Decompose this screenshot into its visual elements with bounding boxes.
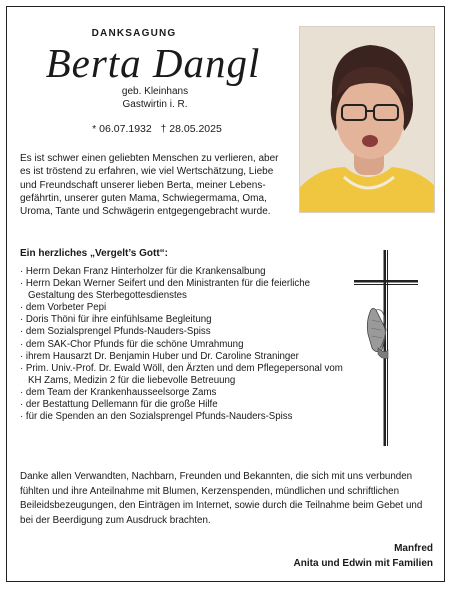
- thanks-item: · Herrn Dekan Franz Hinterholzer für die Krankensalbung: [20, 266, 266, 277]
- thanks-item: · dem Team der Krankenhausseelsorge Zams: [20, 386, 217, 398]
- signature-manfred: Manfred: [394, 543, 433, 554]
- thanks-heading: Ein herzliches „Vergelt’s Gott“:: [20, 248, 168, 259]
- thanks-item: · dem Sozialsprengel Pfunds-Nauders-Spiss: [20, 326, 211, 338]
- occupation: Gastwirtin i. R.: [122, 99, 188, 110]
- thanks-item: · für die Spenden an den Sozialsprengel Pfunds-Nauders-Spiss: [20, 411, 293, 423]
- intro-line: und Freundschaft unserer lieben Berta, meiner Lebens-: [20, 179, 266, 191]
- thanks-item: · Herrn Dekan Werner Seifert und den Ministranten für die feierliche Gestaltung des Sterbegottesdienstes: [20, 278, 311, 302]
- closing-paragraph: [20, 470, 436, 528]
- intro-line: gefährtin, unserer guten Mama, Schwiegermama, Oma,: [20, 192, 267, 204]
- birth-date: * 06.07.1932: [92, 123, 152, 135]
- thanks-item: · der Bestattung Dellemann für die große Hilfe: [20, 399, 218, 411]
- thanks-item: · Doris Thöni für ihre einfühlsame Begleitung: [20, 314, 212, 326]
- thanks-item: · ihrem Hausarzt Dr. Benjamin Huber und Dr. Caroline Straninger: [20, 350, 299, 362]
- closing-line: Beileidsbezeugungen, den Einträgen im Internet, sowie durch die Teilnahme beim Gebet und: [20, 500, 423, 511]
- thanks-item: · dem Vorbeter Pepi: [20, 302, 107, 314]
- closing-line: Danke allen Verwandten, Nachbarn, Freunden und Bekannten, die sich mit uns verbunden: [20, 471, 413, 482]
- life-dates: [62, 123, 252, 135]
- closing-line: fühlten und ihre Anteilnahme mit Blumen, Kerzenspenden, mündlichen und schriftlichen: [20, 485, 400, 497]
- signature-family: Anita und Edwin mit Familien: [293, 558, 433, 569]
- intro-line: Es ist schwer einen geliebten Menschen zu verlieren, aber: [20, 153, 279, 164]
- notice-heading: DANKSAGUNG: [91, 28, 177, 39]
- thanks-item: · Prim. Univ.-Prof. Dr. Ewald Wöll, den Ärzten und dem Pflegepersonal vom KH Zams, Medizin 2 für die liebevolle Betreuung: [20, 362, 343, 386]
- intro-paragraph: [20, 152, 436, 218]
- cross-with-praying-hands-icon: [354, 250, 418, 446]
- birth-name: geb. Kleinhans: [121, 86, 189, 97]
- thanks-list: [20, 266, 350, 423]
- intro-line: Uroma, Tante und Schwägerin entgegengebracht wurde.: [20, 206, 271, 218]
- intro-line: es ist tröstend zu erfahren, wie viel Wertschätzung, Liebe: [20, 166, 274, 178]
- death-date: † 28.05.2025: [160, 123, 222, 135]
- deceased-name: Berta Dangl: [45, 40, 261, 86]
- thanks-item: · dem SAK-Chor Pfunds für die schöne Umrahmung: [20, 338, 244, 350]
- closing-line: bei der Beerdigung zum Ausdruck brachten.: [20, 514, 211, 526]
